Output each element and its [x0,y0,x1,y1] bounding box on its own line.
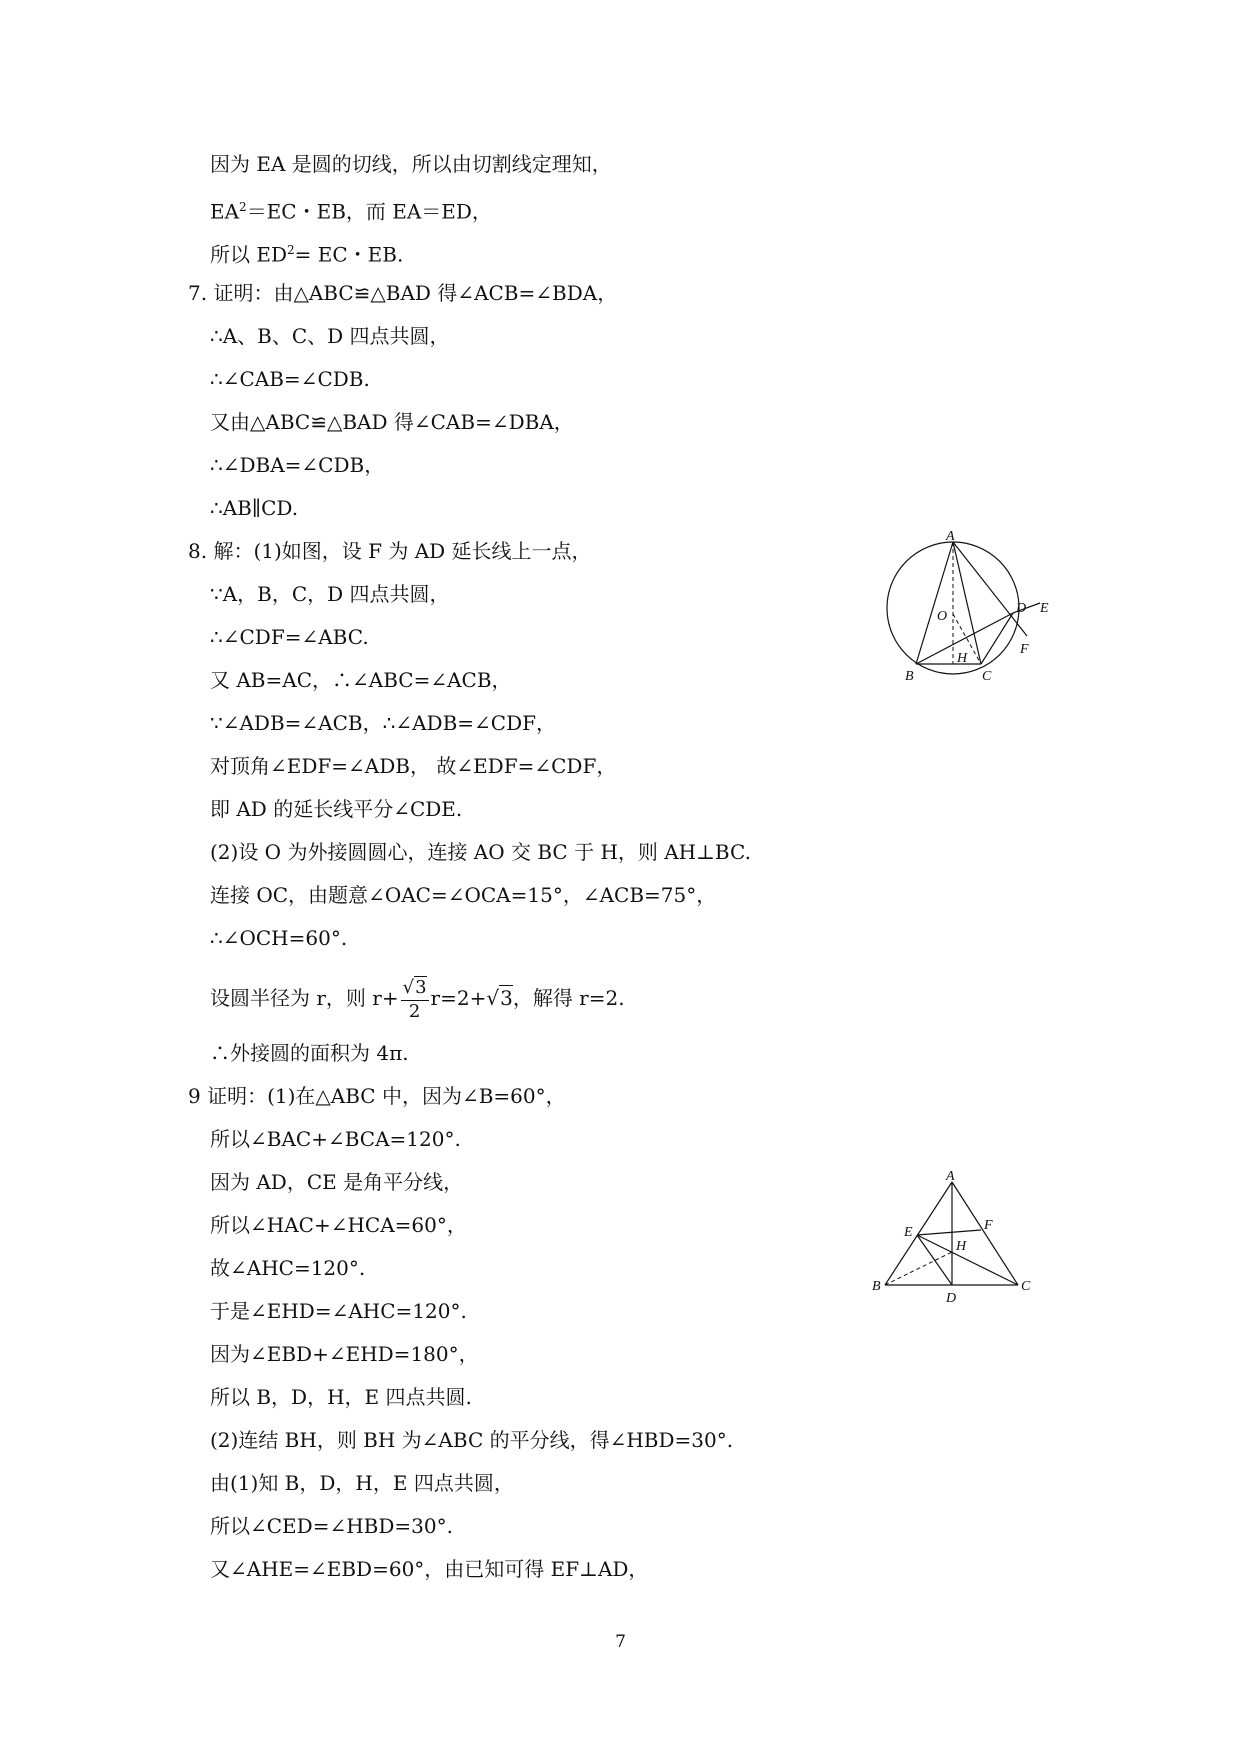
page-number: 7 [615,1632,626,1652]
label-O: O [937,609,948,624]
text-line: 又∠AHE=∠EBD=60°，由已知可得 EF⊥AD， [210,1557,649,1581]
text-line: 8. 解：(1)如图，设 F 为 AD 延长线上一点， [188,539,592,563]
fraction: $\frac{√3}{2}$ [402,976,427,1022]
text-line: 9 证明：(1)在△ABC 中，因为∠B=60°， [188,1084,566,1108]
label-H: H [956,1239,967,1254]
label-B: B [905,669,914,684]
text-line: (2)设 O 为外接圆圆心，连接 AO 交 BC 于 H，则 AH⊥BC. [210,840,751,864]
text-line: 即 AD 的延长线平分∠CDE. [210,797,463,821]
text-line: 所以 $ED^2=$ EC・EB. [210,242,404,267]
label-C: C [1021,1279,1031,1294]
text-line: 又 AB=AC，∴∠ABC=∠ACB， [210,668,512,692]
text-line: 因为∠EBD+∠EHD=180°， [210,1342,479,1366]
text-line: $EA^2=EC$・EB，而 EA＝ED， [210,199,492,224]
label-E: E [904,1225,913,1240]
text-line: ∴∠CDF=∠ABC. [210,625,369,649]
text-line: ∴外接圆的面积为 4π. [210,1041,409,1065]
text-line: 所以∠CED=∠HBD=30°. [210,1514,453,1538]
text-line: ∴A、B、C、D 四点共圆， [210,324,450,348]
triangle-bisector-figure [868,1168,1054,1308]
text-line: ∴AB∥CD. [210,496,299,520]
label-A: A [946,1169,955,1184]
label-B: B [872,1279,881,1294]
text-line: 所以∠HAC+∠HCA=60°， [210,1213,467,1237]
text-line: 故∠AHC=120°. [210,1256,366,1280]
label-A: A [946,529,955,544]
text-line: ∴∠CAB=∠CDB. [210,367,370,391]
label-H: H [957,651,968,666]
text-line: 所以 B，D，H，E 四点共圆. [210,1385,472,1409]
text-line: 于是∠EHD=∠AHC=120°. [210,1299,467,1323]
text-line: (2)连结 BH，则 BH 为∠ABC 的平分线，得∠HBD=30°. [210,1428,734,1452]
text-line: 连接 OC，由题意∠OAC=∠OCA=15°，∠ACB=75°， [210,883,717,907]
text-line: 因为 EA 是圆的切线，所以由切割线定理知， [210,152,612,176]
text-line: ∴∠DBA=∠CDB， [210,453,385,477]
label-D: D [1016,601,1027,616]
text-line: ∴∠OCH=60°. [210,926,348,950]
text-line: 又由△ABC≌△BAD 得∠CAB=∠DBA， [210,410,574,434]
text-line: ∵∠ADB=∠ACB，∴∠ADB=∠CDF， [210,711,557,735]
label-F: F [984,1218,993,1233]
formula-line: 设圆半径为 r，则 r+ $\frac{√3}{2}$ r=2+√3，解得 r=2. [210,976,625,1022]
label-C: C [982,669,992,684]
text-line: 对顶角∠EDF=∠ADB， 故∠EDF=∠CDF， [210,754,617,778]
label-E: E [1040,601,1049,616]
text-line: 所以∠BAC+∠BCA=120°. [210,1127,461,1151]
text-line: 因为 AD，CE 是角平分线， [210,1170,464,1194]
label-D: D [946,1291,957,1306]
text-line: ∵A，B，C，D 四点共圆， [210,582,450,606]
circle-triangle-figure [880,528,1060,688]
text-line: 由(1)知 B，D，H，E 四点共圆， [210,1471,514,1495]
text-line: 7. 证明：由△ABC≌△BAD 得∠ACB=∠BDA， [188,281,618,305]
label-F: F [1020,642,1029,657]
